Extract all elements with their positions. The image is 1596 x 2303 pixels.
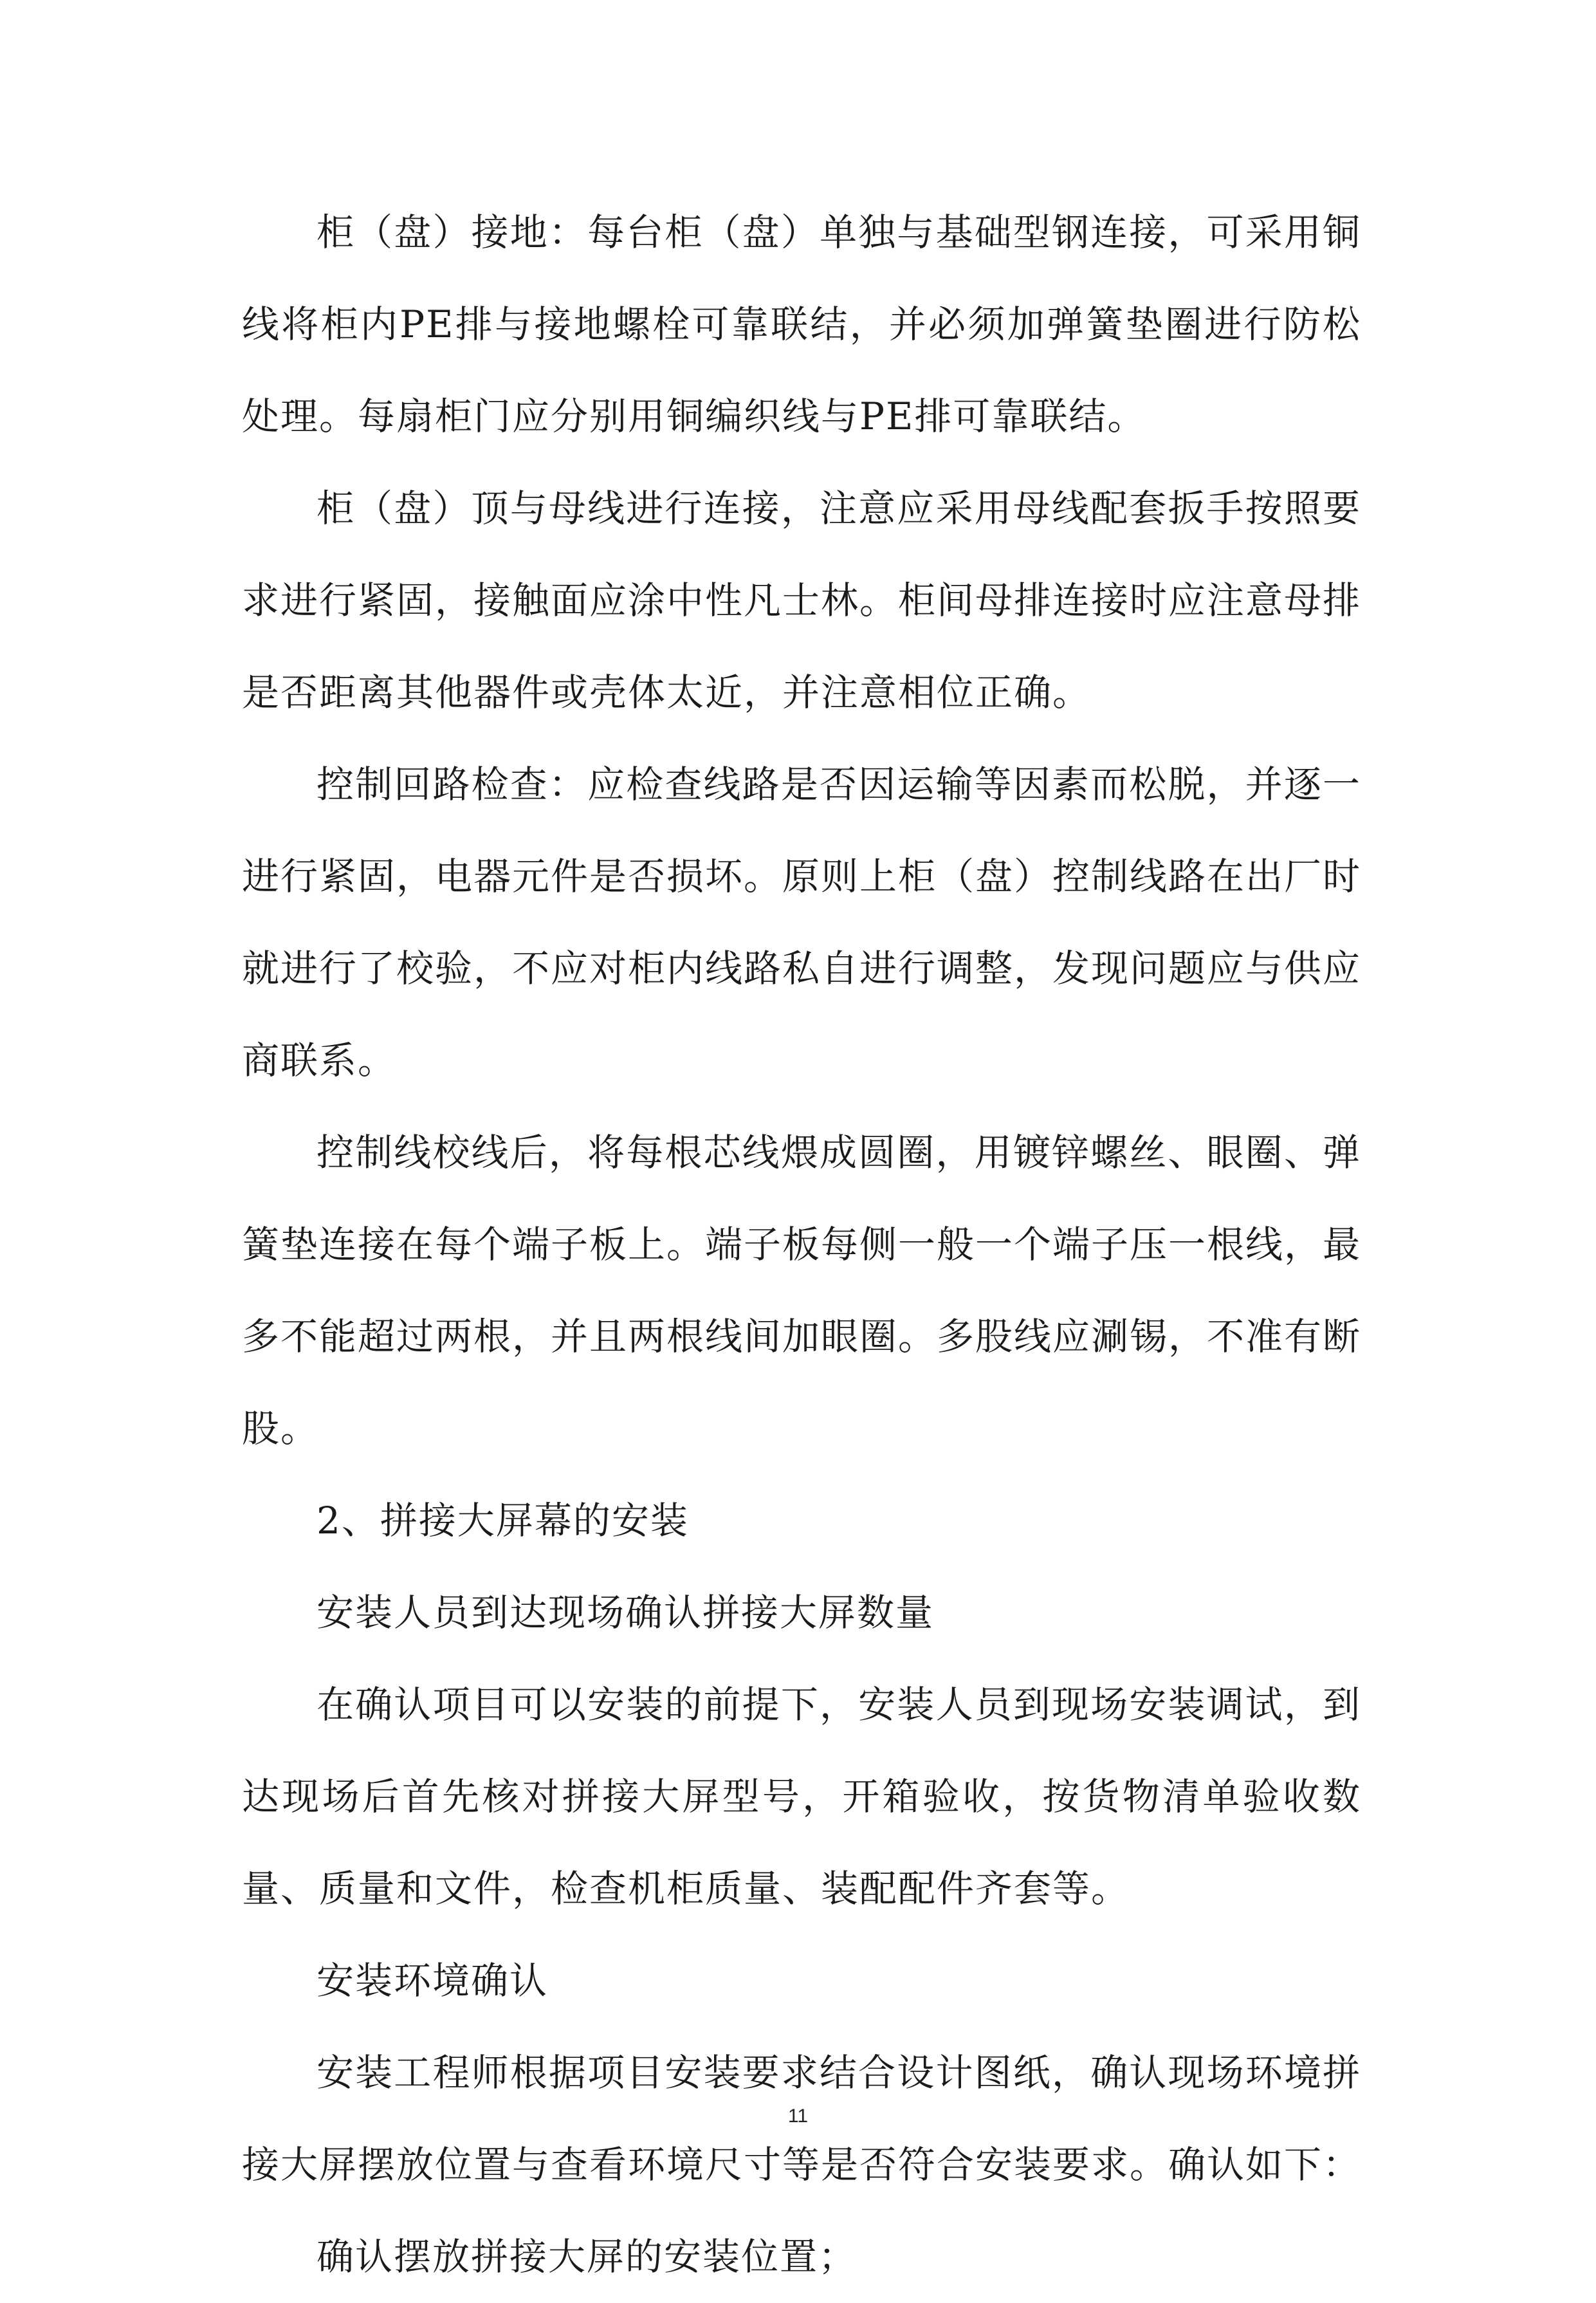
document-body	[242, 187, 1361, 2303]
page-number: 11	[787, 2105, 809, 2127]
paragraph-busbar-connection: 柜（盘）顶与母线进行连接，注意应采用母线配套扳手按照要求进行紧固，接触面应涂中性凡士林。柜间母排连接时应注意母排是否距离其他器件或壳体太近，并注意相位正确。	[242, 486, 1362, 714]
paragraph-confirm-position: 确认摆放拼接大屏的安装位置；	[316, 2235, 858, 2279]
paragraph-wire-termination: 控制线校线后，将每根芯线煨成圆圈，用镀锌螺丝、眼圈、弹簧垫连接在每个端子板上。端子板每侧一般一个端子压一根线，最多不能超过两根，并且两根线间加眼圈。多股线应涮锡，不准有断股。	[242, 1131, 1362, 1450]
subheading-quantity-confirmation: 安装人员到达现场确认拼接大屏数量	[316, 1591, 935, 1634]
subheading-environment-confirmation: 安装环境确认	[316, 1959, 549, 2002]
section-heading-screen-installation: 2、拼接大屏幕的安装	[316, 1499, 689, 1542]
paragraph-onsite-inspection: 在确认项目可以安装的前提下，安装人员到现场安装调试，到达现场后首先核对拼接大屏型号，开箱验收，按货物清单验收数量、质量和文件，检查机柜质量、装配配件齐套等。	[242, 1683, 1361, 1910]
paragraph-environment-requirements: 安装工程师根据项目安装要求结合设计图纸，确认现场环境拼接大屏摆放位置与查看环境尺寸等是否符合安装要求。确认如下：	[242, 2051, 1362, 2187]
paragraph-control-circuit-check: 控制回路检查：应检查线路是否因运输等因素而松脱，并逐一进行紧固，电器元件是否损坏。原则上柜（盘）控制线路在出厂时就进行了校验，不应对柜内线路私自进行调整，发现问题应与供应商联系。	[242, 763, 1362, 1082]
paragraph-cabinet-grounding: 柜（盘）接地：每台柜（盘）单独与基础型钢连接，可采用铜线将柜内PE排与接地螺栓可靠联结，并必须加弹簧垫圈进行防松处理。每扇柜门应分别用铜编织线与PE排可靠联结。	[242, 210, 1361, 438]
